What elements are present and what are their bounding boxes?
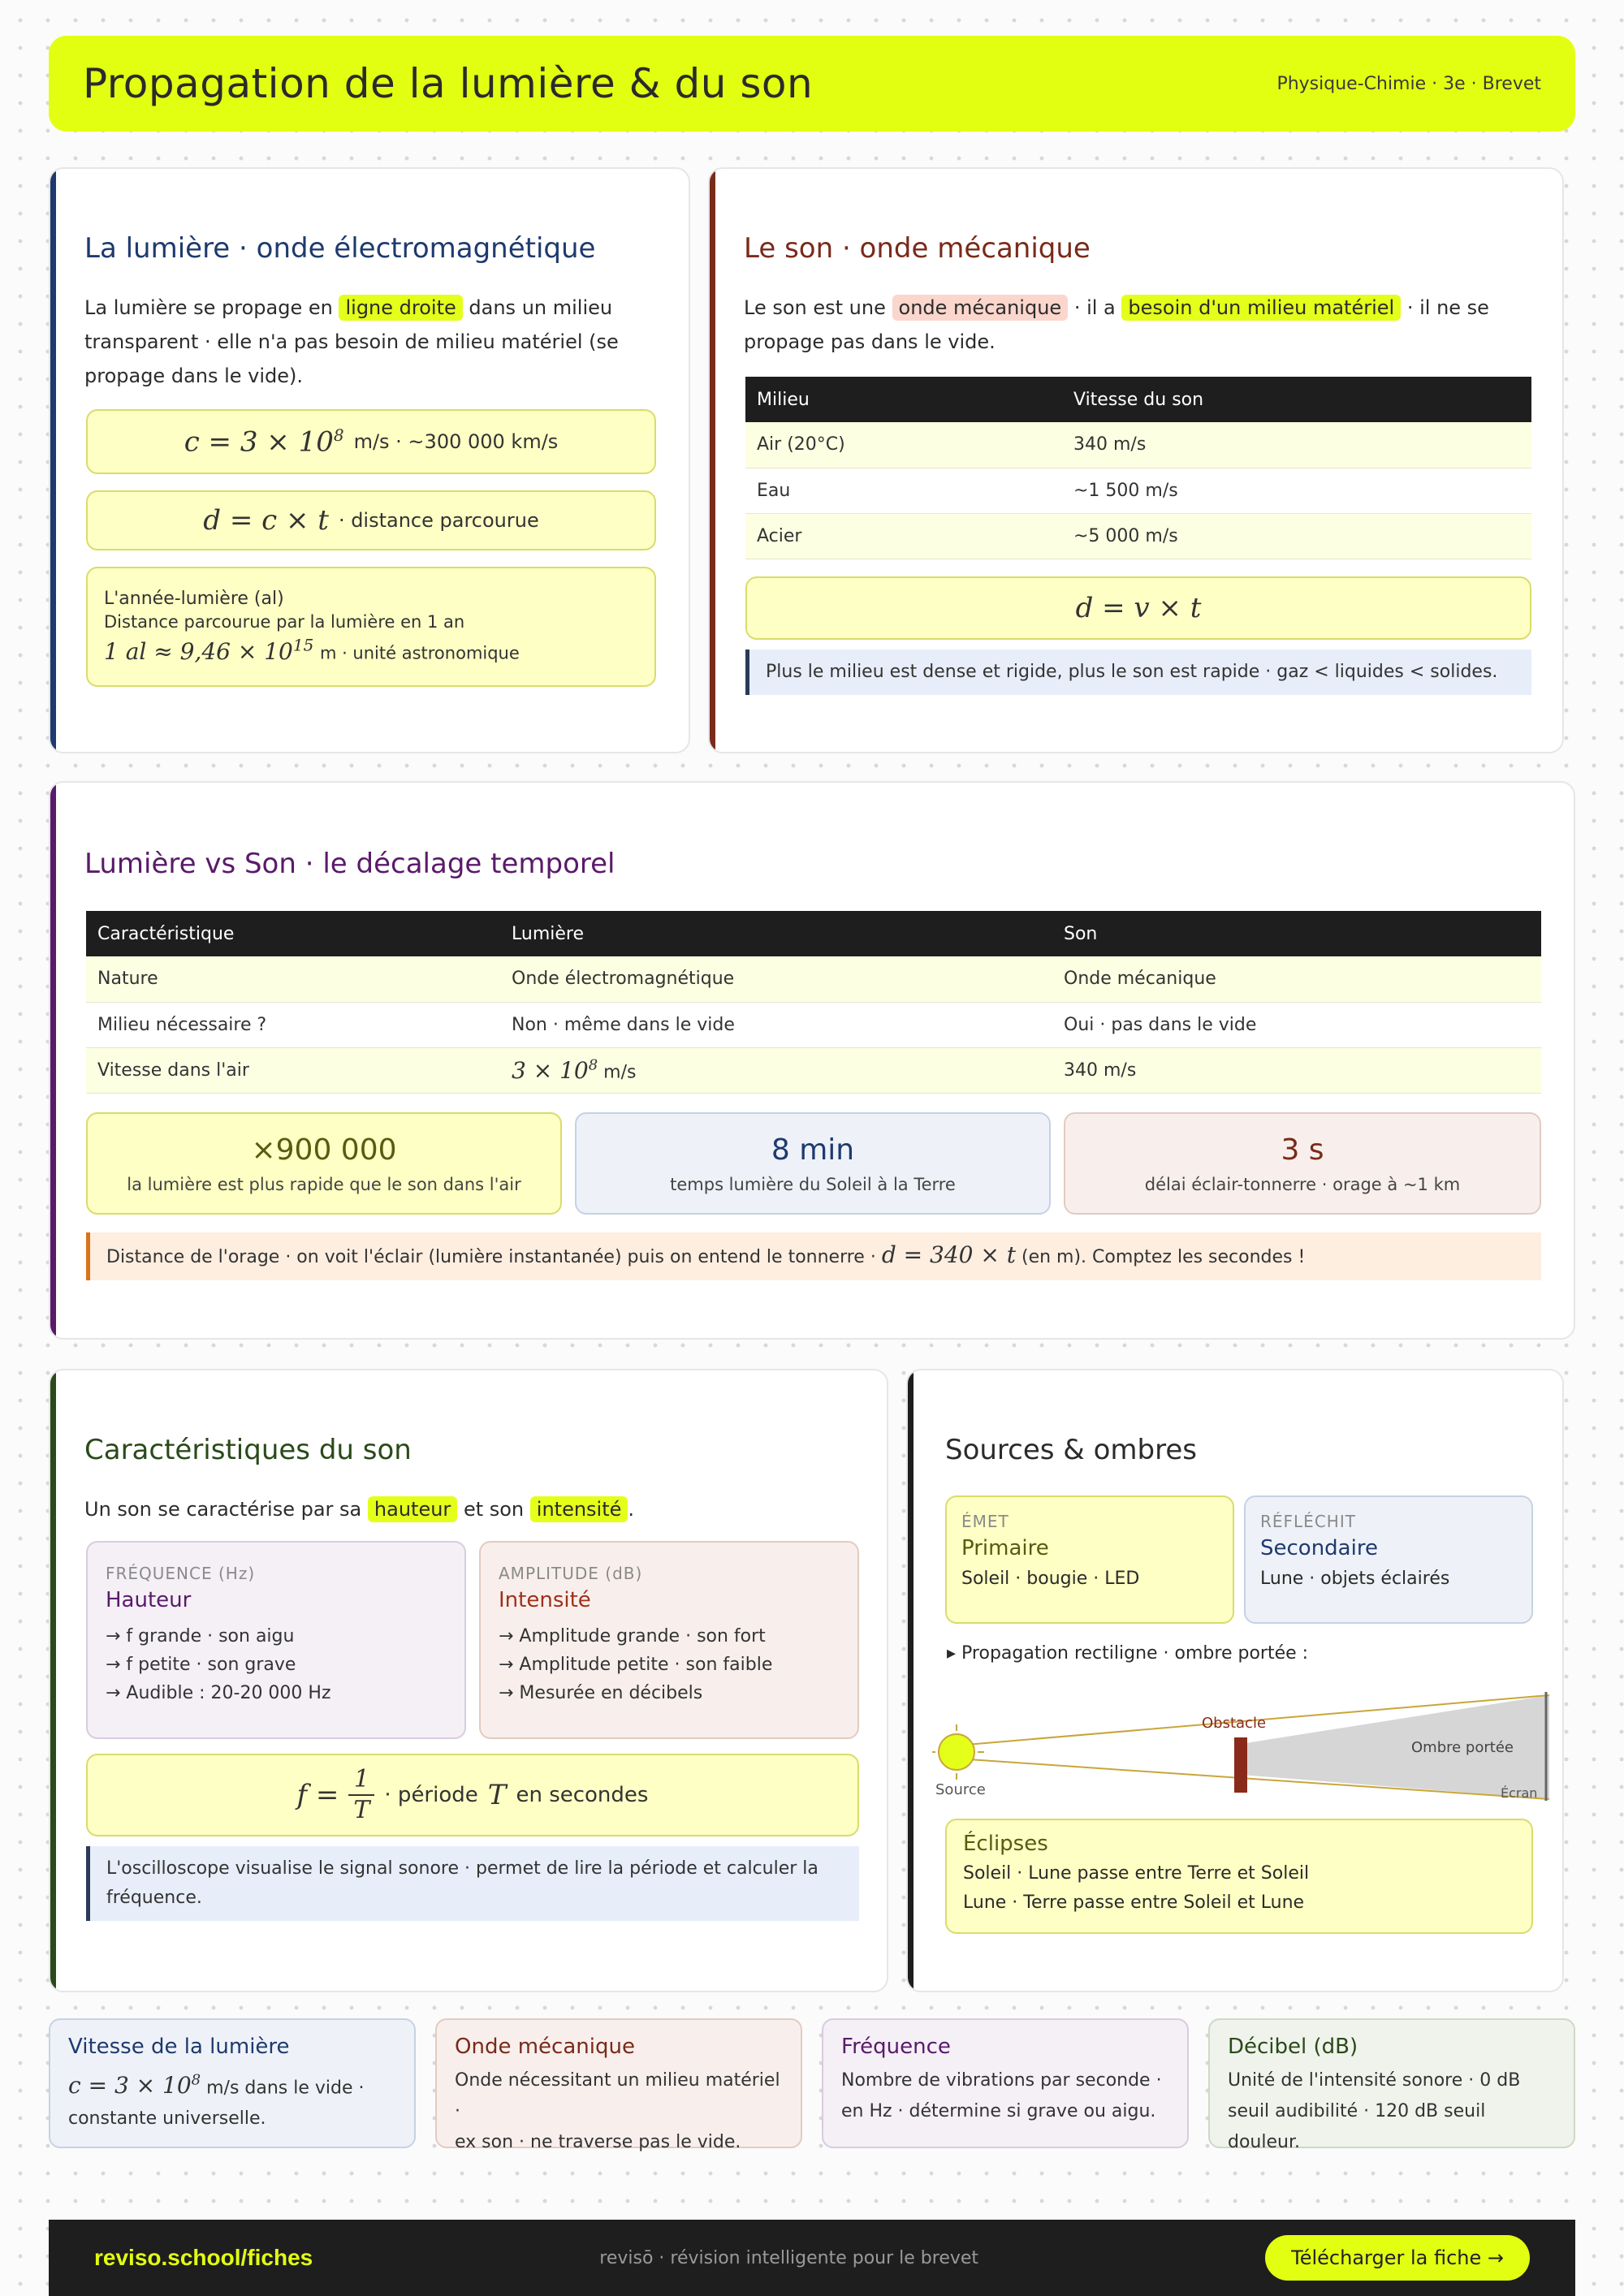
sound-card <box>708 167 1564 753</box>
table-row: Acier ~5 000 m/s <box>745 513 1531 559</box>
compare-title: Lumière vs Son · le décalage temporel <box>84 848 615 880</box>
list-item: → Amplitude grande · son fort <box>499 1626 766 1646</box>
light-title: La lumière · onde électromagnétique <box>84 232 596 265</box>
glossary-mechanical-wave: Onde mécanique Onde nécessitant un milieu matériel · ex son · ne traverse pas le vide. <box>435 2018 802 2148</box>
compare-card <box>49 781 1575 1340</box>
light-speed-formula: $c = 3 \times 10^8$ m/s · ~300 000 km/s <box>86 409 656 474</box>
characteristics-title: Caractéristiques du son <box>84 1434 412 1466</box>
table-row: Milieu nécessaire ? Non · même dans le vide Oui · pas dans le vide <box>86 1002 1541 1047</box>
sound-speed-table: Milieu Vitesse du son Air (20°C) 340 m/s Eau ~1 500 m/s Acier ~5 000 m/s <box>745 377 1531 559</box>
light-paragraph: La lumière se propage en ligne droite dans un milieu transparent · elle n'a pas besoin de milieu matériel (se propage dans le vide). <box>84 296 619 387</box>
sources-card <box>906 1369 1564 1992</box>
table-row: Nature Onde électromagnétique Onde mécanique <box>86 956 1541 1002</box>
diagram-shadow-label: Ombre portée <box>1411 1739 1514 1756</box>
frequency-box: FRÉQUENCE (Hz) Hauteur → f grande · son aigu → f petite · son grave → Audible : 20-20 000 Hz <box>86 1541 466 1739</box>
sound-note: Plus le milieu est dense et rigide, plus le son est rapide · gaz < liquides < solides. <box>745 650 1531 695</box>
table-row: Eau ~1 500 m/s <box>745 468 1531 513</box>
characteristics-paragraph: Un son se caractérise par sa hauteur et son intensité . <box>84 1498 635 1521</box>
sun-icon <box>939 1734 974 1770</box>
download-button[interactable]: Télécharger la fiche → <box>1265 2235 1530 2281</box>
frequency-formula: f = 1 T · période T en secondes <box>86 1754 859 1836</box>
page-header <box>49 36 1575 132</box>
secondary-source-box: RÉFLÉCHIT Secondaire Lune · objets éclairés <box>1244 1495 1533 1624</box>
light-card <box>49 167 690 753</box>
stat-ratio: ×900 000 la lumière est plus rapide que le son dans l'air <box>86 1112 562 1215</box>
brand-link[interactable]: reviso.school/fiches <box>94 2245 313 2270</box>
diagram-obstacle-label: Obstacle <box>1202 1715 1267 1732</box>
propagation-label: ▸ Propagation rectiligne · ombre portée : <box>947 1643 1309 1664</box>
primary-source-box: ÉMET Primaire Soleil · bougie · LED <box>945 1495 1234 1624</box>
eclipses-box: Éclipses Soleil · Lune passe entre Terre et Soleil Lune · Terre passe entre Soleil et Lune <box>945 1819 1533 1934</box>
glossary-frequency: Fréquence Nombre de vibrations par seconde · en Hz · détermine si grave ou aigu. <box>822 2018 1189 2148</box>
bottom-bar <box>49 2220 1575 2296</box>
tagline: revisō · révision intelligente pour le brevet <box>599 2247 979 2268</box>
table-row: Air (20°C) 340 m/s <box>745 422 1531 468</box>
table-row: Vitesse dans l'air $3 \times 10^8$ m/s 340 m/s <box>86 1047 1541 1093</box>
sound-distance-formula: d = v × t <box>745 576 1531 640</box>
diagram-screen-label: Écran <box>1501 1785 1538 1801</box>
glossary-light-speed: Vitesse de la lumière $c = 3 \times 10^8$ m/s dans le vide · constante universelle. <box>49 2018 416 2148</box>
compare-table: Caractéristique Lumière Son Nature Onde électromagnétique Onde mécanique Milieu nécessaire ? Non · même dans le vide Oui · pas dans le vide Vitesse dans l'air $3 \times 10^8$ m/s 340 m/s <box>86 911 1541 1094</box>
list-item: → Amplitude petite · son faible <box>499 1655 773 1675</box>
list-item: → f grande · son aigu <box>106 1626 295 1646</box>
stat-sun-time: 8 min temps lumière du Soleil à la Terre <box>575 1112 1051 1215</box>
shadow-diagram <box>932 1679 1549 1801</box>
diagram-source-label: Source <box>935 1781 986 1798</box>
light-year-box: L'année-lumière (al) Distance parcourue par la lumière en 1 an 1 al ≈ $9,46 \times 10^{15}$ m · unité astronomique <box>86 567 656 687</box>
page-subtitle: Physique-Chimie · 3e · Brevet <box>1276 73 1541 94</box>
obstacle-block <box>1234 1737 1247 1793</box>
sound-paragraph: Le son est une onde mécanique · il a besoin d'un milieu matériel · il ne se propage pas dans le vide. <box>744 296 1489 353</box>
light-distance-formula: d = c × t · distance parcourue <box>86 490 656 550</box>
characteristics-card <box>49 1369 888 1992</box>
glossary-decibel: Décibel (dB) Unité de l'intensité sonore · 0 dB seuil audibilité · 120 dB seuil douleur. <box>1208 2018 1575 2148</box>
list-item: → f petite · son grave <box>106 1655 296 1675</box>
thunder-note: Distance de l'orage · on voit l'éclair (lumière instantanée) puis on entend le tonnerre · d = 340 × t (en m). Comptez les secondes ! <box>86 1232 1541 1280</box>
list-item: → Mesurée en décibels <box>499 1683 703 1703</box>
page-title: Propagation de la lumière & du son <box>83 60 814 107</box>
oscilloscope-note: L'oscilloscope visualise le signal sonore · permet de lire la période et calculer la fréquence. <box>86 1846 859 1921</box>
sources-title: Sources & ombres <box>945 1434 1197 1466</box>
sound-title: Le son · onde mécanique <box>744 232 1091 265</box>
amplitude-box: AMPLITUDE (dB) Intensité → Amplitude grande · son fort → Amplitude petite · son faible → Mesurée en décibels <box>479 1541 859 1739</box>
stat-thunder-delay: 3 s délai éclair-tonnerre · orage à ~1 km <box>1064 1112 1541 1215</box>
list-item: → Audible : 20-20 000 Hz <box>106 1683 331 1703</box>
